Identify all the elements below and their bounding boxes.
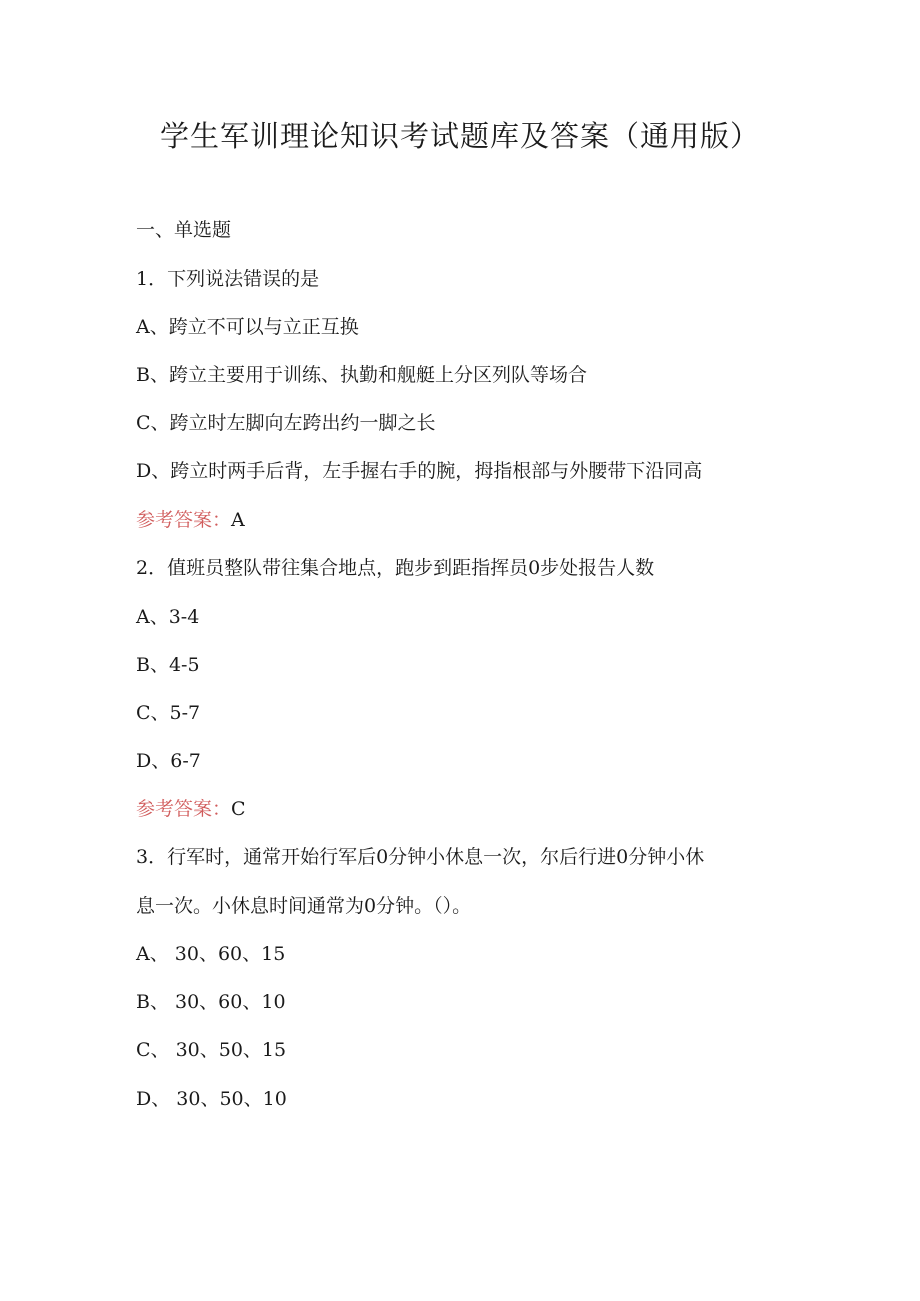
question-1-option-a: A、跨立不可以与立正互换 [136, 316, 359, 338]
answer-value: C [231, 798, 246, 820]
question-3-option-a: A、 30、60、15 [136, 943, 286, 965]
question-1-answer [136, 506, 245, 534]
question-3-option-b: B、 30、60、10 [136, 991, 286, 1013]
document-title: 学生军训理论知识考试题库及答案（通用版） [159, 119, 760, 153]
answer-value: A [231, 509, 245, 531]
question-2-answer [136, 795, 246, 823]
question-1-option-d: D、跨立时两手后背，左手握右手的腕，拇指根部与外腰带下沿同高 [136, 460, 703, 482]
question-2-option-c: C、5-7 [136, 702, 201, 724]
question-2-option-a: A、3-4 [136, 606, 200, 628]
question-2-stem: 2．值班员整队带往集合地点，跑步到距指挥员0步处报告人数 [136, 557, 655, 579]
question-3-stem-line-1: 3．行军时，通常开始行军后0分钟小休息一次，尔后行进0分钟小休 [136, 846, 705, 868]
answer-label: 参考答案： [136, 798, 232, 820]
question-1-option-c: C、跨立时左脚向左跨出约一脚之长 [136, 412, 436, 434]
question-3-option-d: D、 30、50、10 [136, 1088, 287, 1110]
section-heading: 一、单选题 [136, 219, 232, 241]
question-2-option-b: B、4-5 [136, 654, 200, 676]
answer-label: 参考答案： [136, 509, 232, 531]
question-2-option-d: D、6-7 [136, 750, 201, 772]
question-3-option-c: C、 30、50、15 [136, 1039, 287, 1061]
question-1-option-b: B、跨立主要用于训练、执勤和舰艇上分区列队等场合 [136, 364, 587, 386]
question-1-stem: 1．下列说法错误的是 [136, 268, 320, 290]
question-3-stem-line-2: 息一次。小休息时间通常为0分钟。（）。 [136, 895, 472, 917]
